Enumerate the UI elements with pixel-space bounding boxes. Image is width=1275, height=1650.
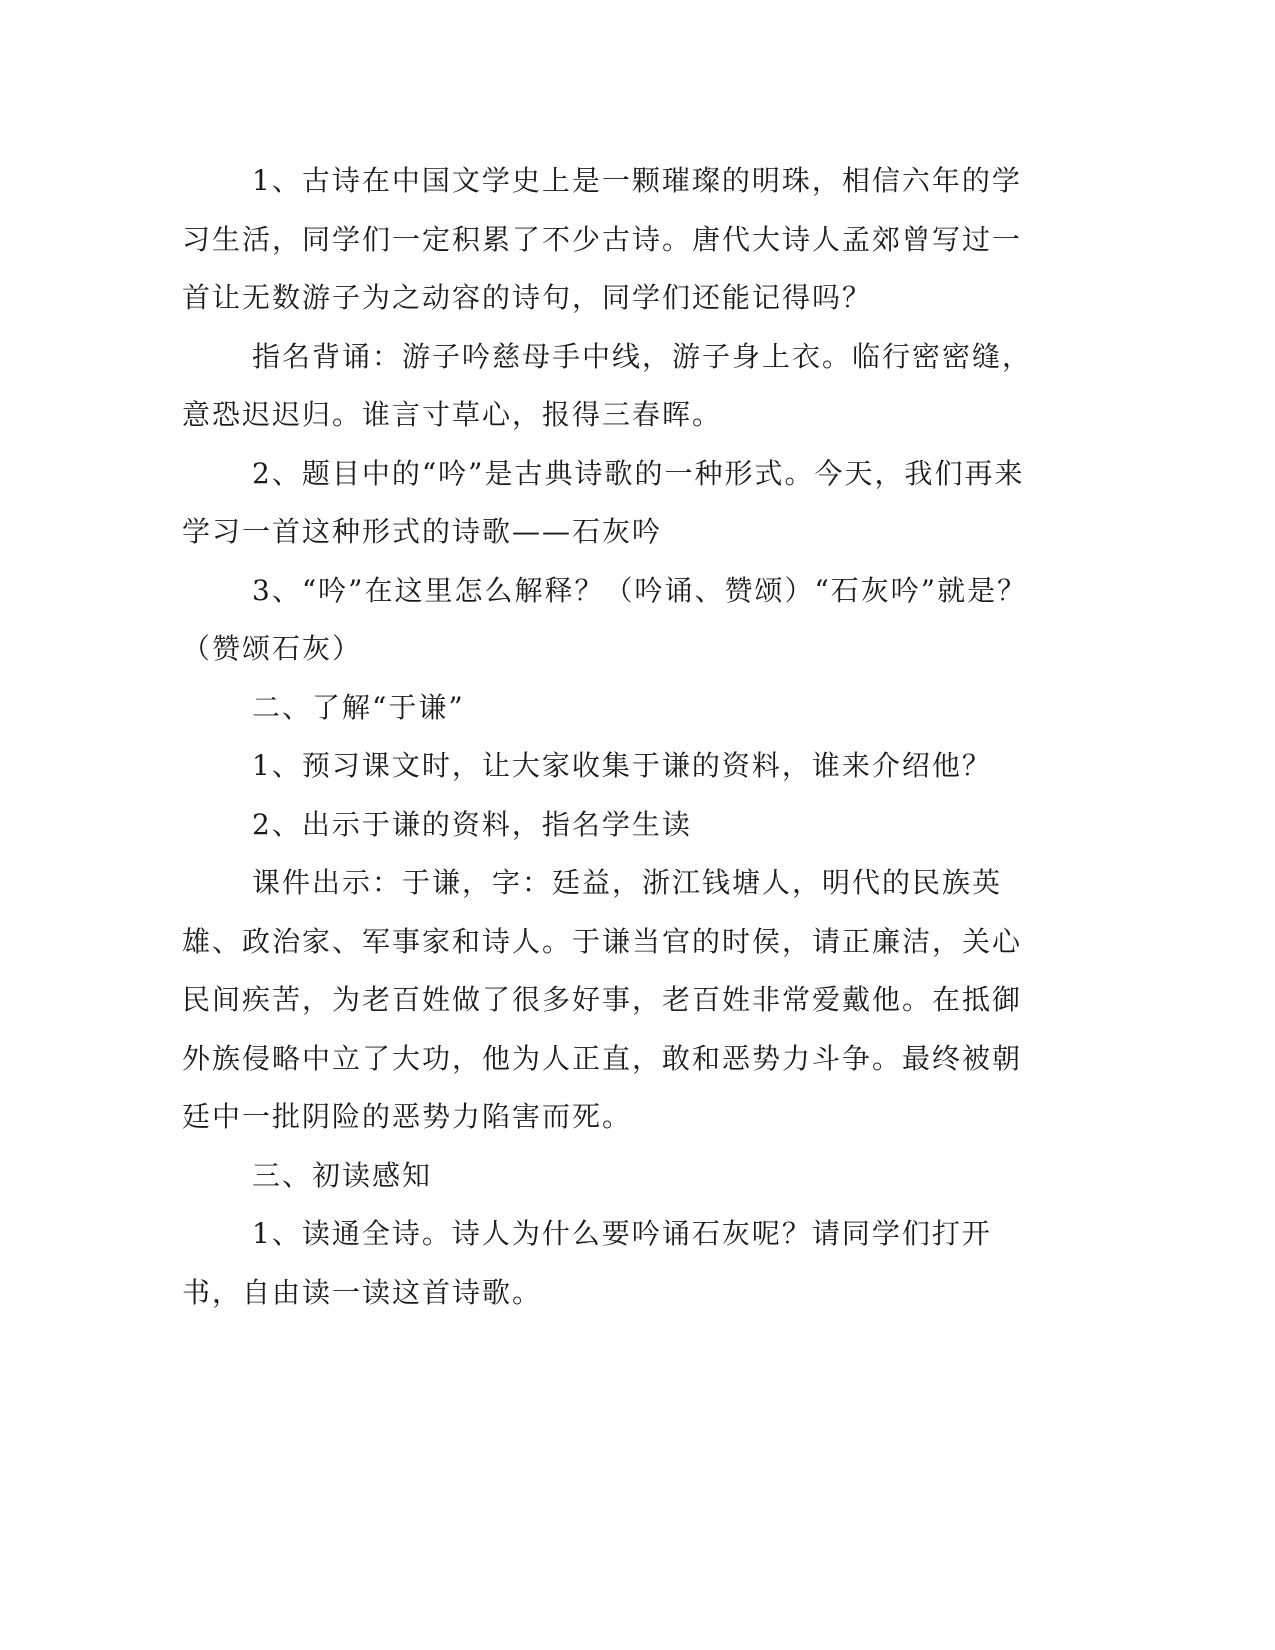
paragraph-collect-materials: 1、预习课文时，让大家收集于谦的资料，谁来介绍他？ <box>252 749 992 782</box>
paragraph-show-materials: 2、出示于谦的资料，指名学生读 <box>252 807 692 841</box>
paragraph-yin-meaning: 3、“吟”在这里怎么解释？（吟诵、赞颂）“石灰吟”就是？（赞颂石灰） <box>182 573 1028 665</box>
document-body <box>182 152 1042 1322</box>
section-heading-first-reading: 三、初读感知 <box>252 1158 433 1192</box>
paragraph-intro-ancient-poetry: 1、古诗在中国文学史上是一颗璀璨的明珠，相信六年的学习生活，同学们一定积累了不少古诗。唐代大诗人孟郊曾写过一首让无数游子为之动容的诗句，同学们还能记得吗？ <box>182 164 1023 314</box>
paragraph-read-poem: 1、读通全诗。诗人为什么要吟诵石灰呢？请同学们打开书，自由读一读这首诗歌。 <box>182 1217 992 1309</box>
paragraph-yin-form: 2、题目中的“吟”是古典诗歌的一种形式。今天，我们再来学习一首这种形式的诗歌——石灰吟 <box>182 456 1025 548</box>
paragraph-recite-poem: 指名背诵：游子吟慈母手中线，游子身上衣。临行密密缝，意恐迟迟归。谁言寸草心，报得三春晖。 <box>182 339 1033 431</box>
section-heading-yu-qian: 二、了解“于谦” <box>252 690 465 724</box>
paragraph-courseware-bio: 课件出示：于谦，字：廷益，浙江钱塘人，明代的民族英雄、政治家、军事家和诗人。于谦当官的时侯，请正廉洁，关心民间疾苦，为老百姓做了很多好事，老百姓非常爱戴他。在抵御外族侵略中立了大功，他为人正直，敢和恶势力斗争。最终被朝廷中一批阴险的恶势力陷害而死。 <box>182 866 1023 1133</box>
